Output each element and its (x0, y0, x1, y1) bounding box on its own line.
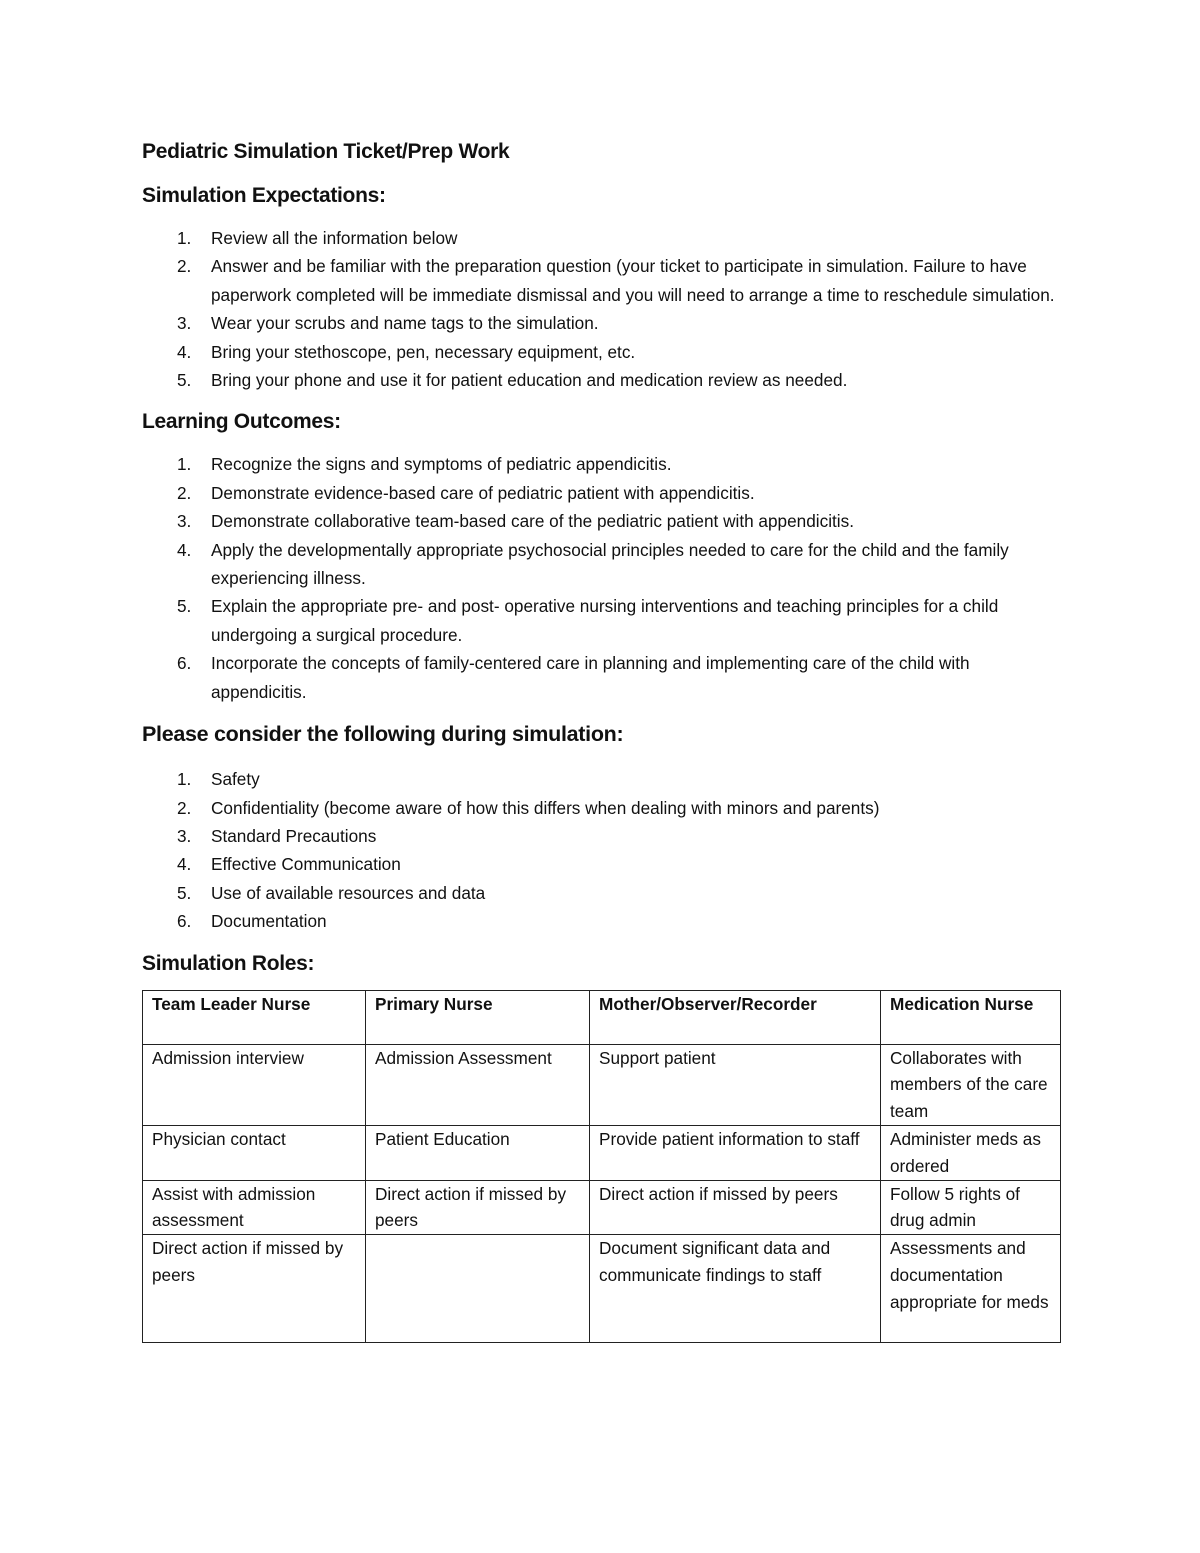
list-item-text: Demonstrate evidence-based care of pediatric patient with appendicitis. (211, 482, 755, 503)
list-number: 3. (177, 511, 192, 532)
table-cell (366, 1235, 590, 1343)
table-cell: Admission Assessment (366, 1044, 590, 1125)
list-item (142, 338, 1060, 366)
table-cell: Assessments and documentation appropriate for meds (881, 1235, 1061, 1343)
roles-header-row (143, 990, 1061, 1044)
outcomes-heading: Learning Outcomes: (142, 410, 341, 434)
list-item (142, 907, 1060, 935)
list-number: 6. (177, 653, 192, 674)
list-item-text: Wear your scrubs and name tags to the simulation. (211, 313, 599, 334)
table-cell: Physician contact (143, 1125, 366, 1180)
list-item (142, 765, 1060, 793)
list-item (142, 479, 1060, 507)
list-item-text: Confidentiality (become aware of how this differs when dealing with minors and parents) (211, 797, 880, 818)
list-item (142, 649, 1060, 706)
list-item (142, 507, 1060, 535)
table-cell: Assist with admission assessment (143, 1180, 366, 1235)
outcomes-list (142, 450, 1060, 706)
list-item-text: Safety (211, 769, 260, 790)
table-row (143, 1180, 1061, 1235)
list-number: 4. (177, 341, 192, 362)
list-item (142, 536, 1060, 593)
table-cell: Support patient (590, 1044, 881, 1125)
list-number: 3. (177, 313, 192, 334)
list-item (142, 879, 1060, 907)
table-cell: Collaborates with members of the care team (881, 1044, 1061, 1125)
roles-table (142, 990, 1061, 1344)
list-number: 1. (177, 228, 192, 248)
list-number: 2. (177, 797, 192, 818)
expectations-list (142, 224, 1060, 394)
list-number: 2. (177, 482, 192, 503)
list-number: 1. (177, 769, 192, 790)
list-item (142, 224, 1060, 252)
document-title: Pediatric Simulation Ticket/Prep Work (142, 140, 510, 163)
list-number: 4. (177, 854, 192, 875)
table-cell: Administer meds as ordered (881, 1125, 1061, 1180)
list-item-text: Bring your phone and use it for patient education and medication review as needed. (211, 370, 848, 391)
list-item-text: Explain the appropriate pre- and post- operative nursing interventions and teaching principles for a child undergoing a surgical procedure. (211, 596, 999, 645)
table-cell: Direct action if missed by peers (143, 1235, 366, 1343)
table-cell: Direct action if missed by peers (366, 1180, 590, 1235)
list-item-text: Bring your stethoscope, pen, necessary equipment, etc. (211, 341, 636, 362)
expectations-heading: Simulation Expectations: (142, 184, 386, 207)
column-header: Medication Nurse (881, 990, 1061, 1044)
list-item (142, 252, 1060, 309)
list-item-text: Incorporate the concepts of family-centered care in planning and implementing care of the child with appendicitis. (211, 653, 970, 702)
list-item-text: Effective Communication (211, 854, 401, 875)
table-cell: Patient Education (366, 1125, 590, 1180)
list-item (142, 309, 1060, 337)
table-cell: Direct action if missed by peers (590, 1180, 881, 1235)
list-item-text: Answer and be familiar with the preparation question (your ticket to participate in simulation. Failure to have paperwork completed will be immediate dismissal and you will need to arrange a time to reschedule simulation. (211, 256, 1055, 305)
list-number: 5. (177, 596, 192, 617)
table-cell: Admission interview (143, 1044, 366, 1125)
list-item-text: Review all the information below (211, 228, 458, 248)
list-item-text: Demonstrate collaborative team-based care of the pediatric patient with appendicitis. (211, 511, 854, 532)
list-number: 4. (177, 539, 192, 560)
list-item-text: Use of available resources and data (211, 882, 486, 903)
list-item (142, 794, 1060, 822)
list-item-text: Recognize the signs and symptoms of pediatric appendicitis. (211, 454, 672, 475)
list-number: 1. (177, 454, 192, 475)
roles-heading: Simulation Roles: (142, 951, 315, 975)
list-number: 5. (177, 882, 192, 903)
column-header: Mother/Observer/Recorder (590, 990, 881, 1044)
list-item-text: Documentation (211, 911, 327, 932)
list-item (142, 366, 1060, 394)
column-header: Primary Nurse (366, 990, 590, 1044)
list-item (142, 850, 1060, 878)
list-item-text: Standard Precautions (211, 825, 377, 846)
list-number: 6. (177, 911, 192, 932)
table-cell: Document significant data and communicate findings to staff (590, 1235, 881, 1343)
list-item (142, 450, 1060, 478)
table-cell: Provide patient information to staff (590, 1125, 881, 1180)
table-cell: Follow 5 rights of drug admin (881, 1180, 1061, 1235)
consider-list (142, 765, 1060, 935)
table-row (143, 1044, 1061, 1125)
table-row (143, 1125, 1061, 1180)
consider-heading: Please consider the following during simulation: (142, 722, 624, 747)
list-item-text: Apply the developmentally appropriate psychosocial principles needed to care for the child and the family experiencing illness. (211, 539, 1009, 589)
list-number: 5. (177, 370, 192, 391)
list-number: 3. (177, 825, 192, 846)
list-item (142, 822, 1060, 850)
column-header: Team Leader Nurse (143, 990, 366, 1044)
list-item (142, 592, 1060, 649)
table-row (143, 1235, 1061, 1343)
document-page (142, 140, 1060, 1343)
list-number: 2. (177, 256, 192, 277)
